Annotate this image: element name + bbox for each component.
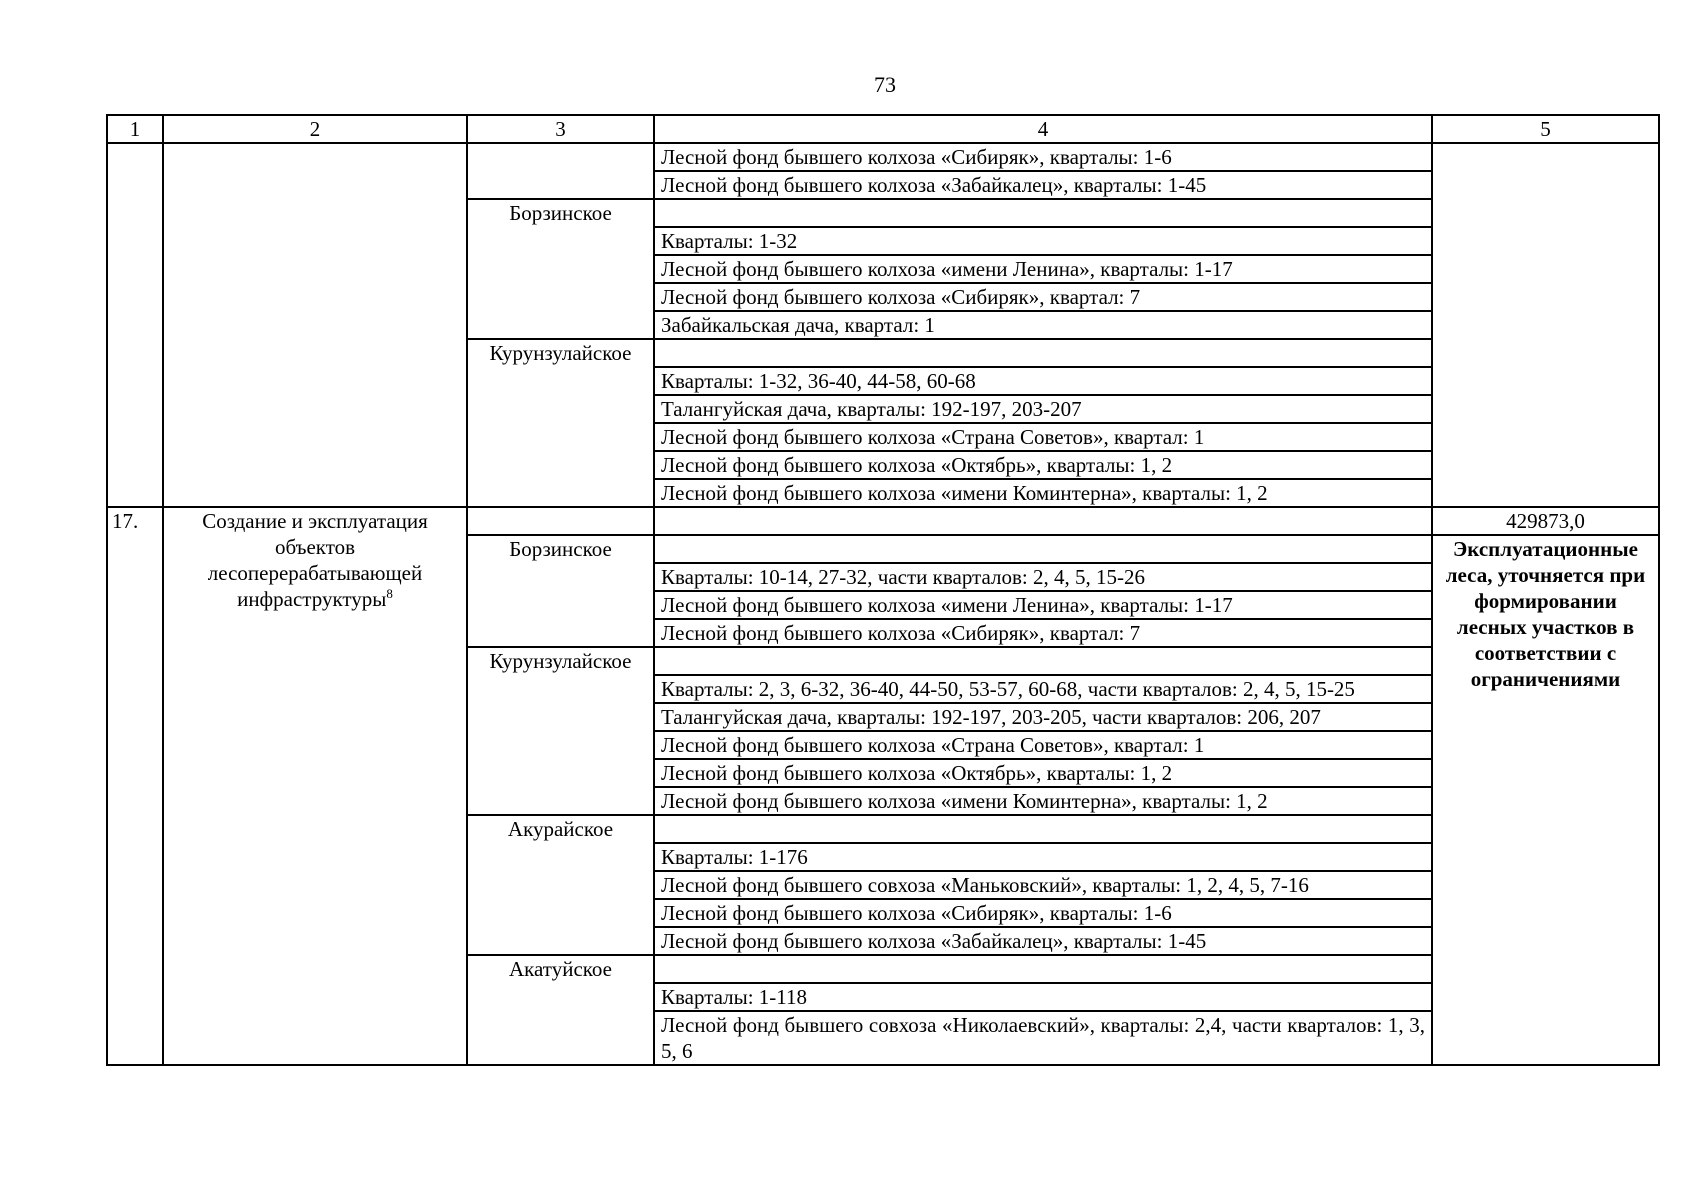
row-title-cell (163, 507, 467, 1065)
cont-forestry-cell (467, 143, 654, 199)
list-item: Лесной фонд бывшего колхоза «имени Ленина», кварталы: 1-17 (654, 591, 1432, 619)
list-item: Лесной фонд бывшего колхоза «Сибиряк», квартал: 7 (654, 619, 1432, 647)
list-item (654, 507, 1432, 535)
forestry-name: Борзинское (467, 535, 654, 647)
header-col-2: 2 (163, 115, 467, 143)
list-item (654, 339, 1432, 367)
header-col-3: 3 (467, 115, 654, 143)
forestry-name: Курунзулайское (467, 339, 654, 507)
list-item: Кварталы: 2, 3, 6-32, 36-40, 44-50, 53-57, 60-68, части кварталов: 2, 4, 5, 15-25 (654, 675, 1432, 703)
page-number: 73 (874, 72, 896, 97)
list-item: Лесной фонд бывшего колхоза «Страна Советов», квартал: 1 (654, 731, 1432, 759)
header-col-5: 5 (1432, 115, 1659, 143)
forestry-name: Акурайское (467, 815, 654, 955)
list-item: Талангуйская дача, кварталы: 192-197, 203-207 (654, 395, 1432, 423)
list-item: Лесной фонд бывшего совхоза «Николаевский», кварталы: 2,4, части кварталов: 1, 3, 5, 6 (654, 1011, 1432, 1065)
list-item: Лесной фонд бывшего колхоза «Сибиряк», кварталы: 1-6 (654, 143, 1432, 171)
restriction-note: Эксплуатационные леса, уточняется при формировании лесных участков в соответствии с ограничениями (1432, 535, 1659, 1065)
list-item (654, 815, 1432, 843)
footnote-mark: 8 (386, 586, 393, 601)
header-col-1: 1 (107, 115, 163, 143)
header-row (107, 115, 1659, 143)
cont-note-cell (1432, 143, 1659, 507)
list-item: Лесной фонд бывшего колхоза «имени Ленина», кварталы: 1-17 (654, 255, 1432, 283)
list-item: Лесной фонд бывшего колхоза «Сибиряк», квартал: 7 (654, 283, 1432, 311)
list-item: Лесной фонд бывшего колхоза «Октябрь», кварталы: 1, 2 (654, 759, 1432, 787)
cont-title-cell (163, 143, 467, 507)
list-item (654, 535, 1432, 563)
list-item: Кварталы: 1-176 (654, 843, 1432, 871)
list-item (654, 647, 1432, 675)
table-row (107, 507, 1659, 535)
list-item: Забайкальская дача, квартал: 1 (654, 311, 1432, 339)
forestry-name: Акатуйское (467, 955, 654, 1065)
row-number: 17. (107, 507, 163, 1065)
list-item: Лесной фонд бывшего колхоза «Забайкалец», кварталы: 1-45 (654, 927, 1432, 955)
forestry-name: Борзинское (467, 199, 654, 339)
cont-number-cell (107, 143, 163, 507)
list-item: Лесной фонд бывшего колхоза «имени Коминтерна», кварталы: 1, 2 (654, 787, 1432, 815)
area-value: 429873,0 (1432, 507, 1659, 535)
list-item: Лесной фонд бывшего совхоза «Маньковский», кварталы: 1, 2, 4, 5, 7-16 (654, 871, 1432, 899)
list-item: Лесной фонд бывшего колхоза «Страна Советов», квартал: 1 (654, 423, 1432, 451)
list-item: Талангуйская дача, кварталы: 192-197, 203-205, части кварталов: 206, 207 (654, 703, 1432, 731)
forestry-name (467, 507, 654, 535)
list-item: Кварталы: 1-118 (654, 983, 1432, 1011)
list-item: Кварталы: 1-32, 36-40, 44-58, 60-68 (654, 367, 1432, 395)
list-item: Лесной фонд бывшего колхоза «Октябрь», кварталы: 1, 2 (654, 451, 1432, 479)
list-item: Кварталы: 1-32 (654, 227, 1432, 255)
forestry-table (106, 114, 1660, 1066)
list-item: Лесной фонд бывшего колхоза «Забайкалец», кварталы: 1-45 (654, 171, 1432, 199)
list-item: Лесной фонд бывшего колхоза «Сибиряк», кварталы: 1-6 (654, 899, 1432, 927)
list-item: Кварталы: 10-14, 27-32, части кварталов: 2, 4, 5, 15-26 (654, 563, 1432, 591)
row-title: Создание и эксплуатация объектов лесоперерабатывающей инфраструктуры (202, 509, 428, 611)
list-item (654, 955, 1432, 983)
table-row (107, 143, 1659, 171)
list-item (654, 199, 1432, 227)
header-col-4: 4 (654, 115, 1432, 143)
forestry-name: Курунзулайское (467, 647, 654, 815)
list-item: Лесной фонд бывшего колхоза «имени Коминтерна», кварталы: 1, 2 (654, 479, 1432, 507)
